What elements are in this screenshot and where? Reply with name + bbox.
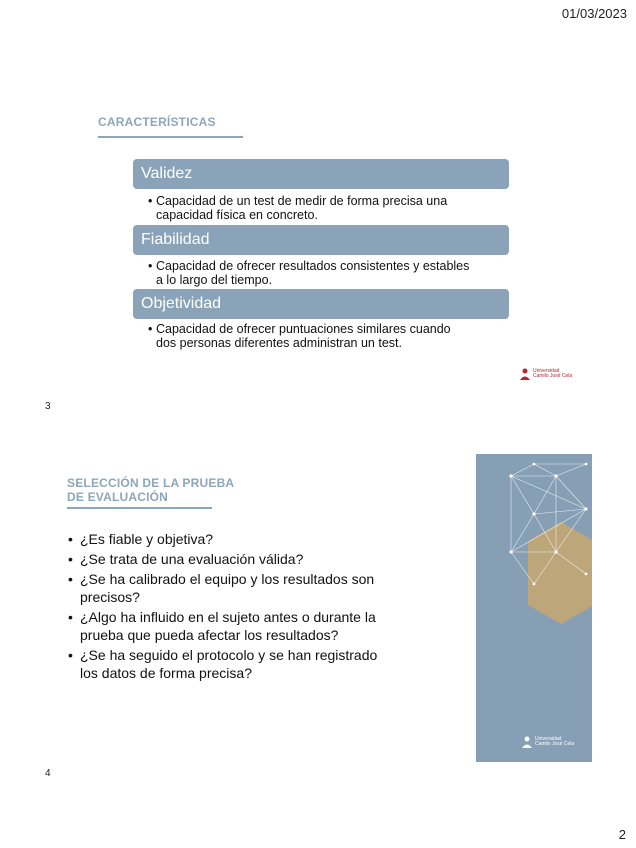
validez-header: Validez [133, 159, 509, 189]
slide4-title: SELECCIÓN DE LA PRUEBA DE EVALUACIÓN [67, 476, 235, 504]
fiabilidad-header: Fiabilidad [133, 225, 509, 255]
decorative-side-panel [476, 454, 592, 762]
validez-description: • Capacidad de un test de medir de forma precisa una capacidad física en concreto. [148, 194, 448, 222]
objetividad-description: • Capacidad de ofrecer puntuaciones similares cuando dos personas diferentes administran un test. [148, 322, 451, 350]
print-date: 01/03/2023 [561, 6, 627, 21]
university-crest-icon [522, 736, 532, 748]
bullet-icon: • [148, 194, 153, 208]
page-number: 2 [618, 827, 626, 842]
evaluation-questions-list [68, 530, 418, 684]
slide4-title-underline [67, 507, 212, 509]
bullet-icon: • [148, 322, 153, 336]
list-item: • ¿Es fiable y objetiva? [68, 530, 418, 548]
list-item: • ¿Algo ha influido en el sujeto antes o durante la prueba que pueda afectar los resultados? [68, 608, 418, 644]
slide-number-4: 4 [45, 768, 51, 779]
university-logo: Universidad Camilo José Cela [520, 368, 572, 380]
slide3-title-underline [98, 136, 243, 138]
slide3-title: CARACTERÍSTICAS [98, 115, 216, 129]
list-item: • ¿Se trata de una evaluación válida? [68, 550, 418, 568]
panel-university-logo: Universidad Camilo José Cela [522, 736, 574, 748]
list-item: • ¿Se ha calibrado el equipo y los resultados son precisos? [68, 570, 418, 606]
list-item: • ¿Se ha seguido el protocolo y se han registrado los datos de forma precisa? [68, 646, 418, 682]
fiabilidad-description: • Capacidad de ofrecer resultados consistentes y estables a lo largo del tiempo. [148, 259, 470, 287]
network-graphic-icon [476, 454, 592, 762]
university-crest-icon [520, 368, 530, 380]
objetividad-header: Objetividad [133, 289, 509, 319]
bullet-icon: • [148, 259, 153, 273]
slide-number-3: 3 [45, 401, 51, 412]
